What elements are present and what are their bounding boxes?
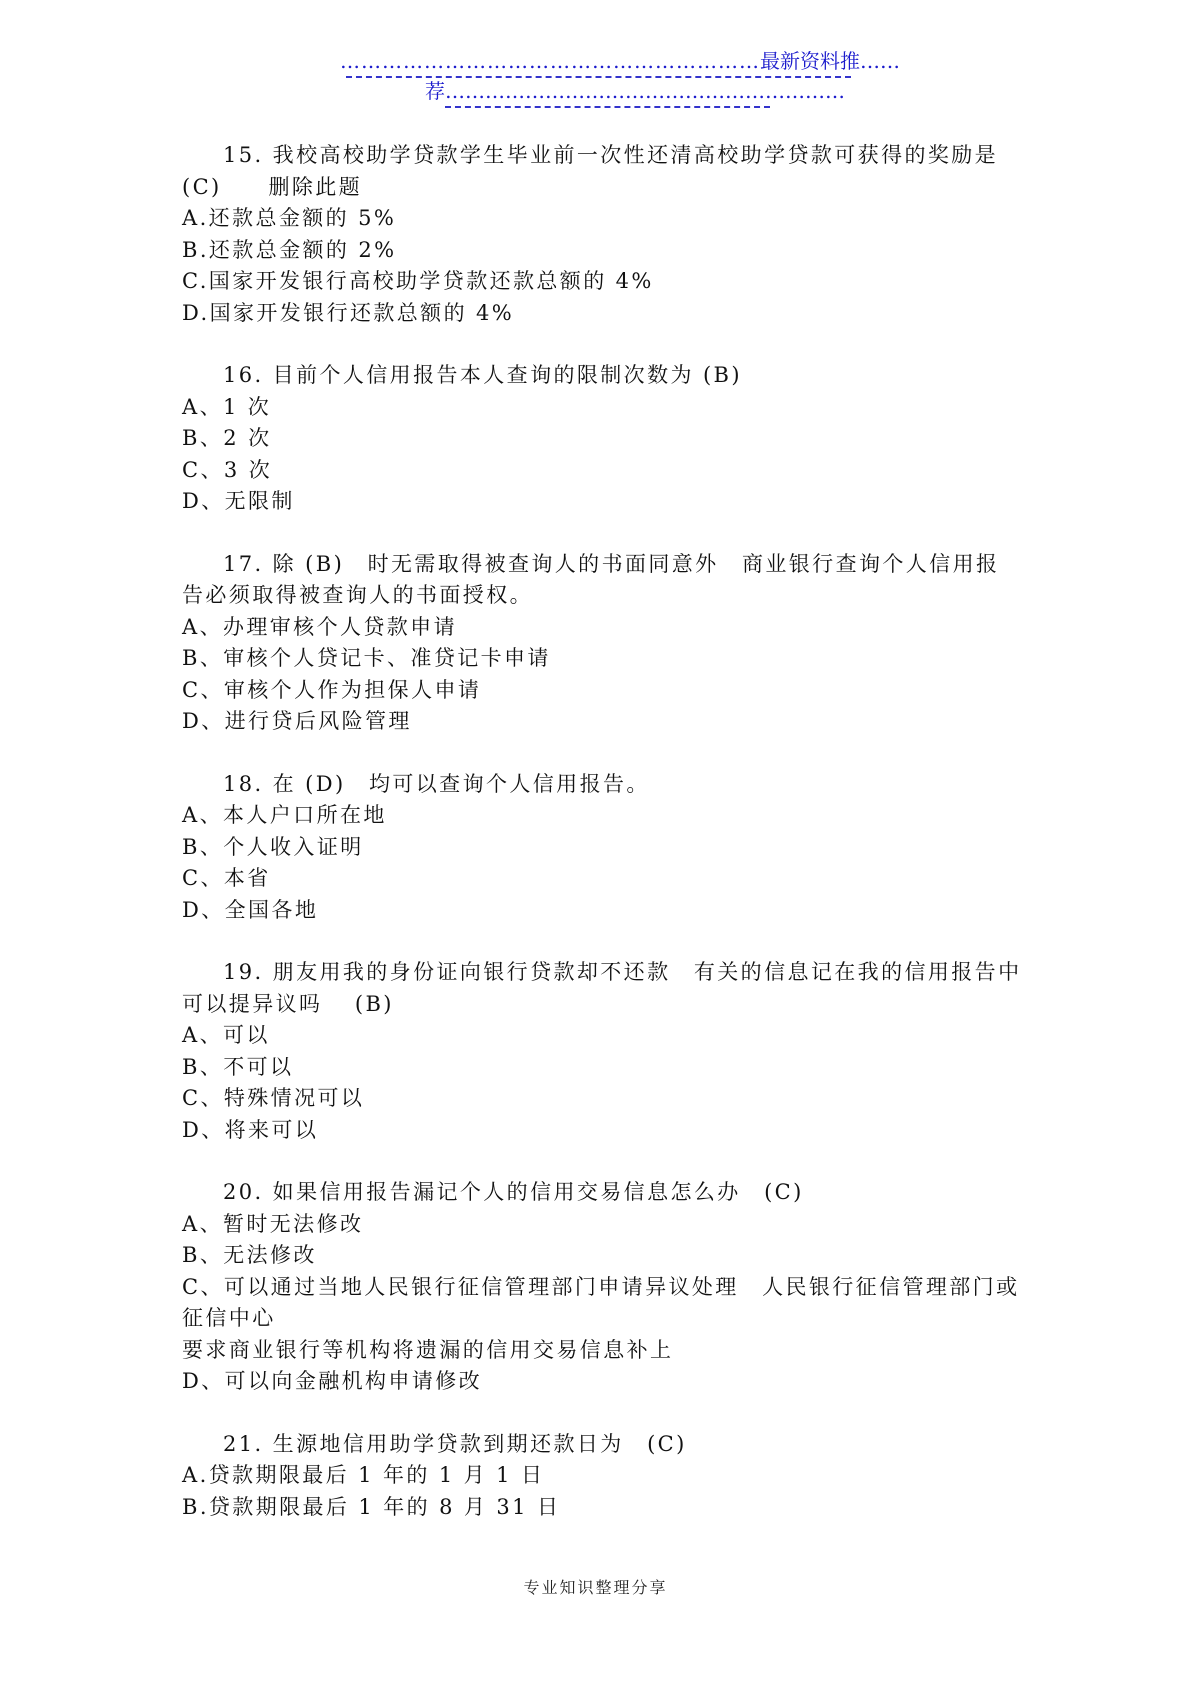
answer-option: A、办理审核个人贷款申请: [182, 614, 457, 639]
question-block: [182, 140, 1022, 329]
page-header: [0, 46, 1191, 116]
answer-option: C.国家开发银行高校助学贷款还款总额的 4%: [182, 269, 654, 293]
question-block: [182, 360, 1022, 518]
page-footer: 专业知识整理分享: [523, 1578, 668, 1597]
header-text-recommend: 荐: [425, 79, 445, 103]
document-body: [182, 140, 1022, 1554]
answer-option: D.国家开发银行还款总额的 4%: [182, 300, 515, 325]
question-title: 18. 在 (D) 均可以查询个人信用报告。: [223, 771, 650, 796]
question-title: 21. 生源地信用助学贷款到期还款日为 (C): [223, 1431, 687, 1456]
answer-option: C、可以通过当地人民银行征信管理部门申请异议处理 人民银行征信管理部门或征信中心: [182, 1274, 1020, 1330]
answer-option: A、1 次: [182, 394, 272, 419]
question-block: [182, 769, 1022, 927]
answer-option: C、本省: [182, 866, 271, 890]
header-dots-left: ……………………………………………………: [340, 49, 760, 73]
answer-option: D、可以向金融机构申请修改: [182, 1369, 483, 1393]
header-dots-right: ……: [860, 49, 900, 73]
answer-option: B、不可以: [182, 1054, 294, 1079]
header-dots-line2: ……………………………………………………: [445, 79, 845, 103]
answer-option: B.贷款期限最后 1 年的 8 月 31 日: [182, 1494, 561, 1519]
answer-option: B、审核个人贷记卡、准贷记卡申请: [182, 646, 551, 670]
answer-option: A.贷款期限最后 1 年的 1 月 1 日: [182, 1463, 545, 1487]
answer-option: A、本人户口所在地: [182, 803, 387, 827]
answer-option: D、全国各地: [182, 897, 319, 922]
question-block: [182, 1429, 1022, 1524]
answer-option: C、3 次: [182, 457, 273, 482]
question-block: [182, 1177, 1022, 1398]
header-line-1: [340, 46, 900, 76]
answer-option: 要求商业银行等机构将遗漏的信用交易信息补上: [182, 1337, 674, 1362]
answer-option: B、无法修改: [182, 1243, 317, 1267]
answer-option: C、特殊情况可以: [182, 1086, 365, 1110]
question-title: 16. 目前个人信用报告本人查询的限制次数为 (B): [223, 363, 742, 387]
question-block: [182, 957, 1022, 1146]
answer-option: D、无限制: [182, 489, 295, 513]
question-title: 15. 我校高校助学贷款学生毕业前一次性还清高校助学贷款可获得的奖励是 (C) 删除此题: [182, 143, 1008, 199]
answer-option: B、个人收入证明: [182, 834, 364, 859]
header-dash-underline-2: [445, 106, 770, 108]
answer-option: B、2 次: [182, 426, 272, 450]
question-block: [182, 549, 1022, 738]
answer-option: D、进行贷后风险管理: [182, 709, 412, 733]
question-title: 20. 如果信用报告漏记个人的信用交易信息怎么办 (C): [223, 1180, 804, 1204]
answer-option: C、审核个人作为担保人申请: [182, 677, 482, 702]
answer-option: A.还款总金额的 5%: [182, 206, 397, 230]
header-line-2: [425, 76, 905, 106]
answer-option: A、暂时无法修改: [182, 1211, 364, 1236]
answer-option: B.还款总金额的 2%: [182, 237, 397, 262]
question-title: 19. 朋友用我的身份证向银行贷款却不还款 有关的信息记在我的信用报告中可以提异议吗 (B): [182, 960, 1022, 1016]
question-title: 17. 除 (B) 时无需取得被查询人的书面同意外 商业银行查询个人信用报告必须取得被查询人的书面授权。: [182, 551, 1000, 607]
answer-option: D、将来可以: [182, 1117, 319, 1142]
answer-option: A、可以: [182, 1023, 270, 1047]
header-text-latest: 最新资料推: [760, 49, 860, 73]
